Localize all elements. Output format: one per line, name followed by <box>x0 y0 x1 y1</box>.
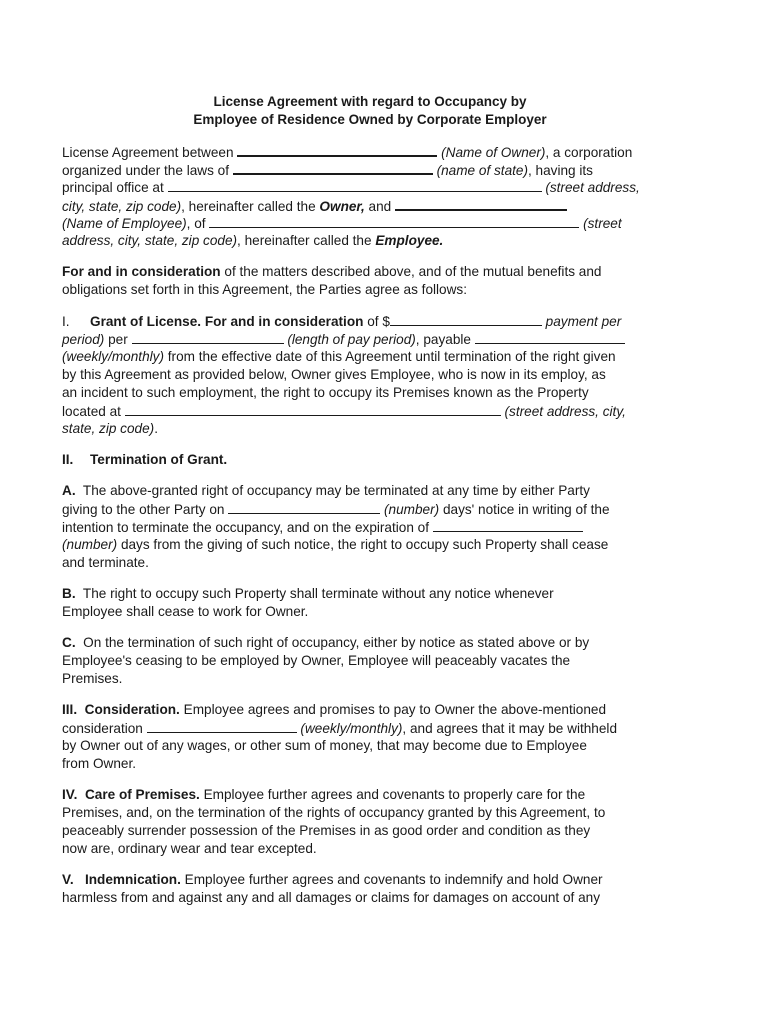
paragraph-text: The above-granted right of occupancy may be terminated at any time by either Party <box>82 483 590 498</box>
paragraph-text: Premises, and, on the termination of the rights of occupancy granted by this Agreement, to <box>62 805 606 820</box>
address-hint: state, zip code) <box>62 421 155 436</box>
paragraph-text: , payable <box>415 332 471 347</box>
paragraph-text: Employee shall cease to work for Owner. <box>62 604 309 619</box>
payment-amount-blank[interactable] <box>390 312 542 326</box>
payment-hint: period) <box>62 332 105 347</box>
address-hint: city, state, zip code) <box>62 199 182 214</box>
paragraph-text: days from the giving of such notice, the right to occupy such Property shall cease <box>120 537 609 552</box>
property-address-blank[interactable] <box>125 402 501 416</box>
paragraph-label: A. <box>62 483 76 498</box>
paragraph-text: now are, ordinary wear and tear excepted. <box>62 841 317 856</box>
document-body <box>62 142 682 907</box>
paragraph-text: peaceably surrender possession of the Premises in as good order and condition as they <box>62 823 591 838</box>
paragraph-text: . <box>154 421 158 436</box>
employee-name-blank[interactable] <box>395 196 567 211</box>
section-heading: Grant of License. For and in consideration <box>90 314 364 329</box>
document-title <box>62 93 678 129</box>
paragraph-a <box>62 482 682 572</box>
paragraph-text: giving to the other Party on <box>62 502 225 517</box>
frequency-hint: (weekly/monthly) <box>62 349 164 364</box>
section-termination-heading <box>62 451 682 469</box>
employee-address-blank[interactable] <box>209 214 579 228</box>
paragraph-text: by Owner out of any wages, or other sum of money, that may become due to Employee <box>62 738 587 753</box>
paragraph-label: C. <box>62 635 76 650</box>
employee-term: Employee. <box>375 233 444 248</box>
intro-text: organized under the laws of <box>62 163 230 178</box>
pay-period-blank[interactable] <box>132 330 284 344</box>
address-hint: (street address, <box>545 180 640 195</box>
intro-text: and <box>368 199 392 214</box>
paragraph-label: B. <box>62 586 76 601</box>
section-heading: Indemnication. <box>84 872 181 887</box>
expiration-days-blank[interactable] <box>433 518 583 532</box>
section-consideration <box>62 701 682 773</box>
paragraph-text: from Owner. <box>62 756 137 771</box>
paragraph-text: from the effective date of this Agreement until termination of the right given <box>167 349 616 364</box>
state-hint: (name of state) <box>436 163 528 178</box>
consideration-bold: For and in consideration <box>62 264 221 279</box>
paragraph-text: Employee further agrees and covenants to indemnify and hold Owner <box>184 872 603 887</box>
payable-blank[interactable] <box>475 330 625 344</box>
paragraph-text: by this Agreement as provided below, Owner gives Employee, who is now in its employ, as <box>62 367 606 382</box>
paragraph-c <box>62 634 682 688</box>
section-heading: Termination of Grant. <box>90 452 228 467</box>
paragraph-b <box>62 585 682 621</box>
paragraph-text: and terminate. <box>62 555 149 570</box>
intro-text: , a corporation <box>545 145 633 160</box>
paragraph-text: of the matters described above, and of the mutual benefits and <box>224 264 602 279</box>
paragraph-text: , and agrees that it may be withheld <box>402 721 618 736</box>
address-hint: address, city, state, zip code) <box>62 233 238 248</box>
paragraph-text: an incident to such employment, the right to occupy its Premises known as the Property <box>62 385 589 400</box>
payment-hint: payment per <box>545 314 622 329</box>
consideration-paragraph <box>62 263 682 299</box>
intro-text: principal office at <box>62 180 164 195</box>
paragraph-text: days' notice in writing of the <box>442 502 610 517</box>
owner-address-blank[interactable] <box>168 178 542 192</box>
section-number: IV. <box>62 787 78 802</box>
number-hint: (number) <box>384 502 440 517</box>
paragraph-text: Premises. <box>62 671 123 686</box>
section-number: II. <box>62 452 74 467</box>
paragraph-text: On the termination of such right of occupancy, either by notice as stated above or by <box>83 635 590 650</box>
intro-text: , of <box>186 216 206 231</box>
paragraph-text: harmless from and against any and all damages or claims for damages on account of any <box>62 890 600 905</box>
address-hint: (street <box>583 216 622 231</box>
owner-name-blank[interactable] <box>237 142 437 157</box>
section-indemnication <box>62 871 682 907</box>
intro-text: , hereinafter called the <box>237 233 372 248</box>
paragraph-text: intention to terminate the occupancy, and on the expiration of <box>62 520 430 535</box>
consideration-amount-blank[interactable] <box>147 719 297 733</box>
intro-text: License Agreement between <box>62 145 234 160</box>
paragraph-text: per <box>108 332 128 347</box>
intro-text: , hereinafter called the <box>181 199 316 214</box>
section-care-of-premises <box>62 786 682 858</box>
owner-term: Owner, <box>319 199 365 214</box>
address-hint: (street address, city, <box>504 404 626 419</box>
section-grant-of-license <box>62 312 682 438</box>
paragraph-text: of $ <box>367 314 390 329</box>
paragraph-text: consideration <box>62 721 143 736</box>
notice-days-blank[interactable] <box>228 500 380 514</box>
owner-name-hint: (Name of Owner) <box>441 145 546 160</box>
intro-paragraph <box>62 142 682 250</box>
employee-name-hint: (Name of Employee) <box>62 216 187 231</box>
section-heading: Consideration. <box>84 702 180 717</box>
paragraph-text: Employee further agrees and covenants to properly care for the <box>203 787 586 802</box>
title-line-2: Employee of Residence Owned by Corporate Employer <box>193 112 547 127</box>
section-number: V. <box>62 872 74 887</box>
section-number: I. <box>62 314 70 329</box>
section-number: III. <box>62 702 78 717</box>
paragraph-text: Employee's ceasing to be employed by Owner, Employee will peaceably vacates the <box>62 653 571 668</box>
paragraph-text: Employee agrees and promises to pay to Owner the above-mentioned <box>183 702 607 717</box>
state-blank[interactable] <box>233 160 433 175</box>
pay-period-hint: (length of pay period) <box>287 332 416 347</box>
frequency-hint: (weekly/monthly) <box>300 721 403 736</box>
paragraph-text: obligations set forth in this Agreement, the Parties agree as follows: <box>62 282 468 297</box>
paragraph-text: The right to occupy such Property shall terminate without any notice whenever <box>82 586 554 601</box>
title-line-1: License Agreement with regard to Occupancy by <box>213 94 527 109</box>
intro-text: , having its <box>528 163 593 178</box>
paragraph-text: located at <box>62 404 121 419</box>
number-hint: (number) <box>62 537 118 552</box>
section-heading: Care of Premises. <box>84 787 200 802</box>
